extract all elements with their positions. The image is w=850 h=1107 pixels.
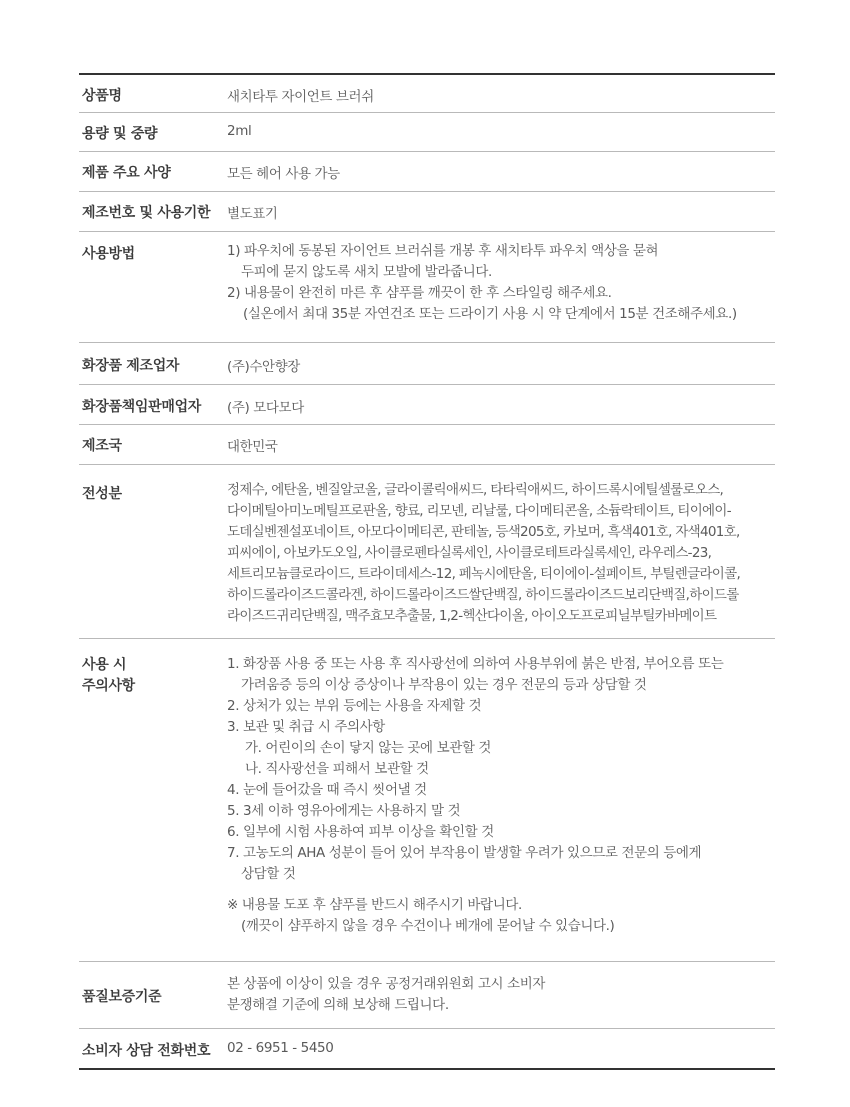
label-ingredients: 전성분	[82, 485, 122, 502]
usage-line: (실온에서 최대 35분 자연건조 또는 드라이기 사용 시 약 단계에서 15분 건조해주세요.)	[243, 305, 737, 322]
value-lot: 별도표기	[227, 205, 278, 222]
caution-line: 나. 직사광선을 피해서 보관할 것	[245, 760, 429, 777]
row-spec	[79, 151, 775, 191]
value-caution	[227, 638, 775, 961]
caution-line: 가려움증 등의 이상 증상이나 부작용이 있는 경우 전문의 등과 상담할 것	[241, 676, 647, 693]
value-product-name: 새치타투 자이언트 브러쉬	[227, 89, 374, 105]
row-seller	[79, 384, 775, 424]
value-ingredients	[227, 464, 775, 638]
value-manufacturer: (주)수안향장	[227, 358, 300, 375]
label-caution	[79, 638, 227, 961]
label-phone: 소비자 상담 전화번호	[82, 1042, 211, 1059]
usage-line: 2) 내용물이 완전히 마른 후 샴푸를 깨끗이 한 후 스타일링 해주세요.	[227, 284, 612, 301]
label-lot: 제조번호 및 사용기한	[82, 204, 211, 221]
label-volume: 용량 및 중량	[82, 125, 158, 142]
caution-gap	[227, 885, 775, 895]
product-info-table	[79, 73, 775, 1070]
ingredient-line: 다이메틸아미노메틸프로판올, 향료, 리모넨, 리날룰, 다이메티콘올, 소듐락테이트, 티이에이-	[227, 502, 731, 519]
quality-line: 분쟁해결 기준에 의해 보상해 드립니다.	[227, 996, 449, 1013]
caution-label-line: 주의사항	[82, 677, 135, 694]
row-phone	[79, 1028, 775, 1069]
ingredient-line: 정제수, 에탄올, 벤질알코올, 글라이콜릭애씨드, 타타릭애씨드, 하이드록시에틸셀룰로오스,	[227, 481, 724, 498]
caution-line: 5. 3세 이하 영유아에게는 사용하지 말 것	[227, 802, 461, 819]
row-quality	[79, 961, 775, 1028]
label-spec: 제품 주요 사양	[82, 164, 171, 181]
caution-line: 6. 일부에 시험 사용하여 피부 이상을 확인할 것	[227, 823, 494, 840]
row-product-name	[79, 74, 775, 112]
caution-line: 4. 눈에 들어갔을 때 즉시 씻어낼 것	[227, 781, 427, 798]
ingredient-line: 라이즈드귀리단백질, 맥주효모추출물, 1,2-헥산다이올, 아이오도프로피닐부틸카바메이트	[227, 607, 717, 624]
label-product-name: 상품명	[82, 88, 122, 104]
label-usage: 사용방법	[82, 245, 135, 262]
ingredient-line: 도데실벤젠설포네이트, 아모다이메티콘, 판테놀, 등색205호, 카보머, 흑색401호, 자색401호,	[227, 523, 740, 540]
caution-line: 3. 보관 및 취급 시 주의사항	[227, 718, 385, 735]
value-quality	[227, 961, 775, 1028]
row-lot	[79, 191, 775, 231]
caution-note-line: ※ 내용물 도포 후 샴푸를 반드시 해주시기 바랍니다.	[227, 896, 522, 913]
caution-line: 7. 고농도의 AHA 성분이 들어 있어 부작용이 발생할 우려가 있으므로 전문의 등에게	[227, 844, 702, 861]
row-caution	[79, 638, 775, 961]
ingredient-line: 세트리모늄클로라이드, 트라이데세스-12, 페녹시에탄올, 티이에이-설페이트, 부틸렌글라이콜,	[227, 565, 741, 582]
value-country: 대한민국	[227, 438, 278, 455]
ingredient-line: 하이드롤라이즈드콜라겐, 하이드롤라이즈드쌀단백질, 하이드롤라이즈드보리단백질,하이드롤	[227, 586, 739, 603]
caution-note-line: (깨끗이 샴푸하지 않을 경우 수건이나 베개에 묻어날 수 있습니다.)	[241, 917, 615, 934]
usage-line: 두피에 묻지 않도록 새치 모발에 발라줍니다.	[241, 263, 492, 280]
value-seller: (주) 모다모다	[227, 399, 304, 416]
row-ingredients	[79, 464, 775, 638]
caution-line: 1. 화장품 사용 중 또는 사용 후 직사광선에 의하여 사용부위에 붉은 반점, 부어오름 또는	[227, 655, 724, 672]
ingredient-line: 피씨에이, 아보카도오일, 사이클로펜타실록세인, 사이클로테트라실록세인, 라우레스-23,	[227, 544, 712, 561]
quality-line: 본 상품에 이상이 있을 경우 공정거래위원회 고시 소비자	[227, 975, 545, 992]
label-manufacturer: 화장품 제조업자	[82, 357, 180, 374]
value-usage	[227, 231, 775, 342]
value-spec: 모든 헤어 사용 가능	[227, 165, 340, 182]
row-manufacturer	[79, 342, 775, 384]
caution-line: 상담할 것	[241, 865, 296, 882]
caution-label-line: 사용 시	[82, 656, 127, 673]
row-country	[79, 424, 775, 464]
label-seller: 화장품책임판매업자	[82, 398, 202, 415]
label-quality: 품질보증기준	[82, 988, 162, 1005]
row-usage	[79, 231, 775, 342]
product-info-sheet	[79, 73, 775, 1070]
usage-line: 1) 파우치에 동봉된 자이언트 브러쉬를 개봉 후 새치타투 파우치 액상을 묻혀	[227, 242, 659, 259]
row-volume	[79, 112, 775, 151]
label-country: 제조국	[82, 437, 122, 454]
value-phone: 02 - 6951 - 5450	[227, 1039, 334, 1056]
caution-line: 가. 어린이의 손이 닿지 않는 곳에 보관할 것	[245, 739, 492, 756]
value-volume: 2ml	[227, 122, 252, 139]
caution-line: 2. 상처가 있는 부위 등에는 사용을 자제할 것	[227, 697, 482, 714]
